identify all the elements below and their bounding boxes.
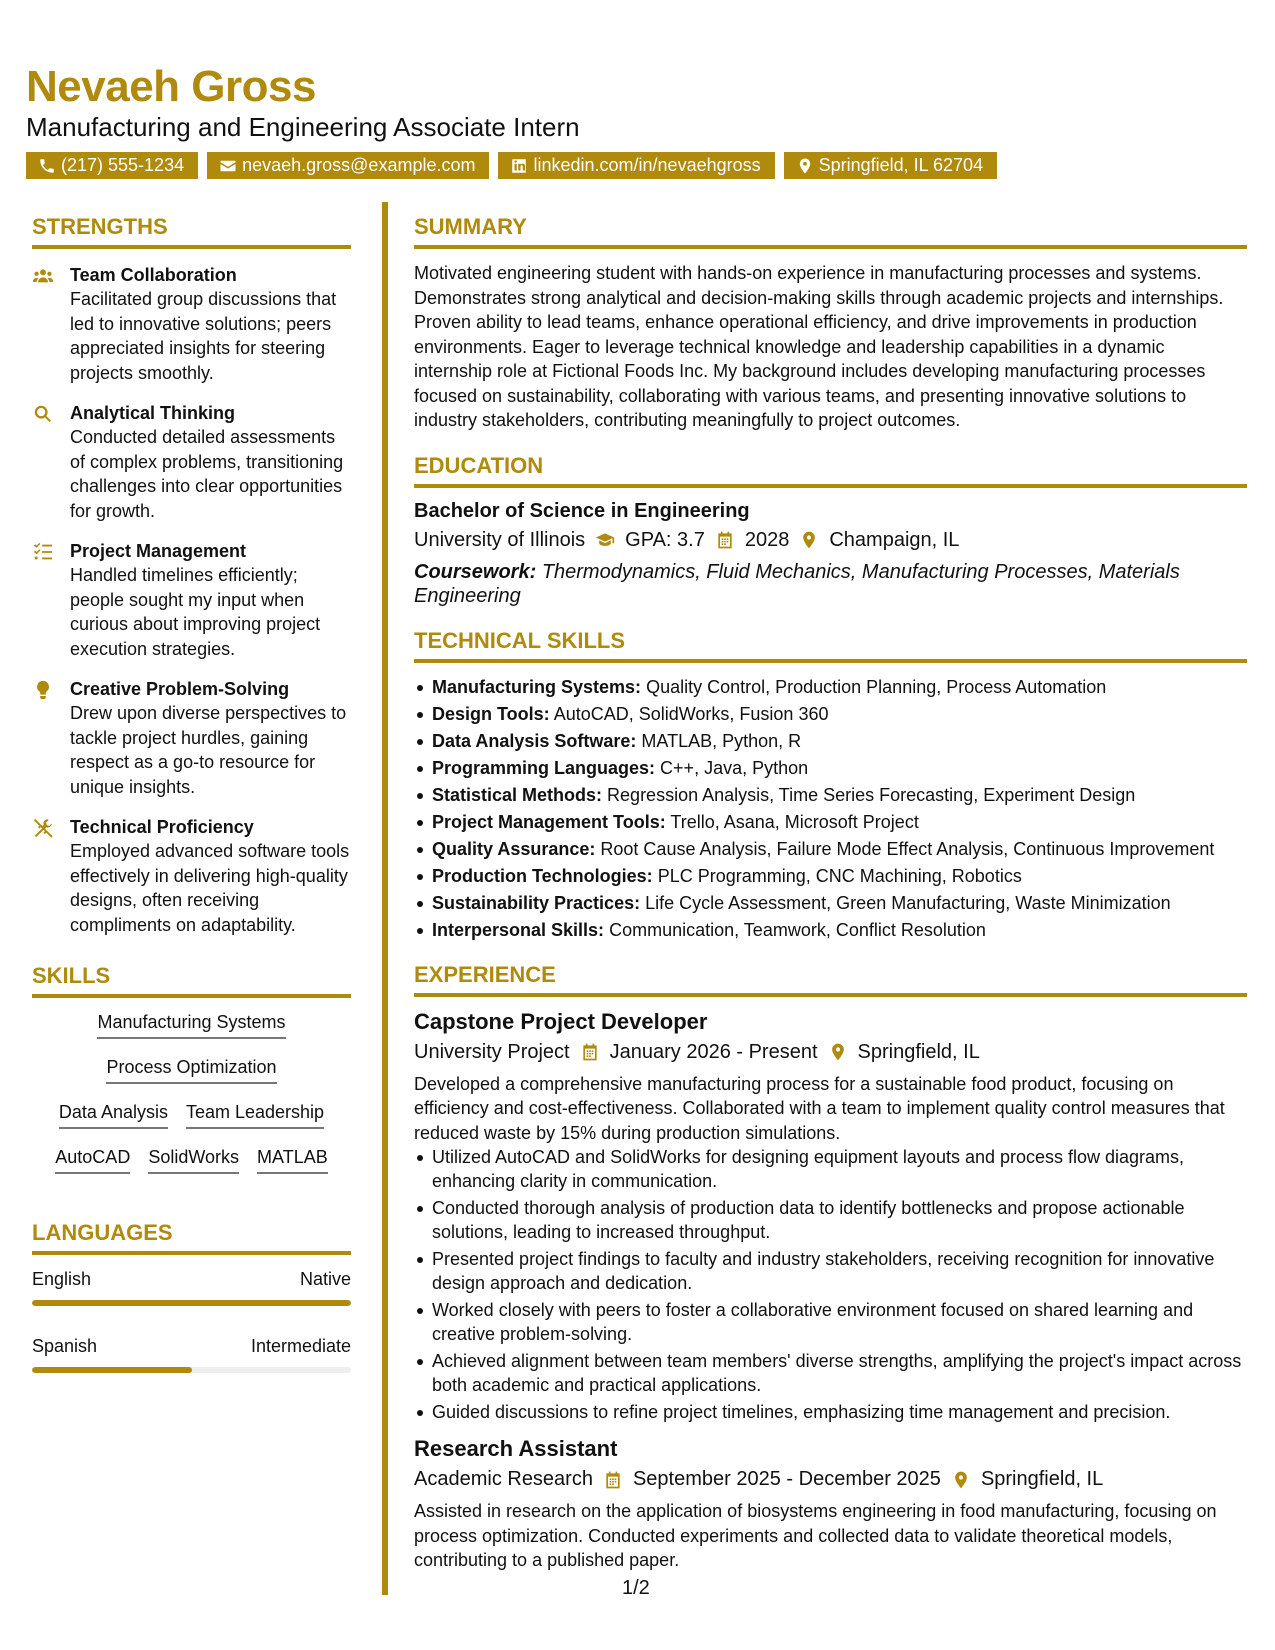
strength-item	[32, 539, 351, 661]
technical-skill-value: Communication, Teamwork, Conflict Resolution	[609, 919, 986, 940]
technical-skill-label: Manufacturing Systems:	[432, 676, 642, 697]
technical-skills-heading: TECHNICAL SKILLS	[414, 628, 1247, 663]
strength-title: Creative Problem-Solving	[70, 679, 290, 699]
technical-skill-item	[414, 783, 1247, 807]
school-name: University of Illinois	[414, 528, 586, 551]
job-bullet: Conducted thorough analysis of production data to identify bottlenecks and propose actionable solutions, leading to increased throughput.	[414, 1196, 1247, 1244]
job-entry	[414, 1009, 1247, 1425]
phone-icon	[38, 157, 56, 175]
language-level: Intermediate	[250, 1336, 351, 1356]
technical-skill-item	[414, 864, 1247, 888]
tools-icon	[32, 817, 54, 839]
skills-list	[32, 1012, 351, 1174]
technical-skill-value: MATLAB, Python, R	[641, 730, 802, 751]
technical-skill-label: Sustainability Practices:	[432, 892, 641, 913]
language-bar	[32, 1367, 351, 1373]
job-bullet: Worked closely with peers to foster a collaborative environment focused on shared learning and creative problem-solving.	[414, 1298, 1247, 1346]
technical-skill-label: Quality Assurance:	[432, 838, 596, 859]
skill-tag: MATLAB	[257, 1147, 328, 1174]
strength-desc: Facilitated group discussions that led to innovative solutions; peers appreciated insights for steering projects smoothly.	[70, 289, 337, 383]
technical-skill-value: Life Cycle Assessment, Green Manufacturing, Waste Minimization	[645, 892, 1171, 913]
summary-heading: SUMMARY	[414, 214, 1247, 249]
strengths-heading: STRENGTHS	[32, 214, 351, 249]
contact-email-text: nevaeh.gross@example.com	[242, 155, 476, 175]
skill-tag: Team Leadership	[186, 1102, 324, 1129]
candidate-name: Nevaeh Gross	[26, 62, 316, 111]
contact-bar	[26, 152, 997, 179]
strength-item	[32, 677, 351, 799]
strength-title: Project Management	[70, 541, 247, 561]
calendar-icon	[715, 530, 735, 550]
search-icon	[32, 403, 54, 425]
coursework-list: Thermodynamics, Fluid Mechanics, Manufacturing Processes, Materials Engineering	[414, 560, 1180, 607]
technical-skill-item	[414, 729, 1247, 753]
map-pin-icon	[951, 1470, 971, 1490]
skill-tag: SolidWorks	[148, 1147, 239, 1174]
technical-skill-value: Quality Control, Production Planning, Process Automation	[646, 676, 1107, 697]
technical-skill-item	[414, 675, 1247, 699]
map-pin-icon	[799, 530, 819, 550]
technical-skill-item	[414, 837, 1247, 861]
column-divider	[382, 202, 388, 1595]
skill-tag: AutoCAD	[55, 1147, 130, 1174]
job-bullet: Utilized AutoCAD and SolidWorks for designing equipment layouts and process flow diagrams, enhancing clarity in communication.	[414, 1145, 1247, 1193]
strength-title: Analytical Thinking	[70, 403, 236, 423]
job-location: Springfield, IL	[980, 1468, 1104, 1490]
grad-year: 2028	[744, 528, 790, 551]
calendar-icon	[580, 1042, 600, 1062]
strength-item	[32, 263, 351, 385]
contact-location-text: Springfield, IL 62704	[818, 155, 984, 175]
technical-skill-item	[414, 891, 1247, 915]
contact-linkedin[interactable]	[498, 152, 774, 179]
users-icon	[32, 265, 54, 287]
technical-skill-label: Design Tools:	[432, 703, 550, 724]
strength-item	[32, 401, 351, 523]
language-item	[32, 1336, 351, 1373]
strength-desc: Conducted detailed assessments of complex problems, transitioning challenges into clear opportunities for growth.	[70, 427, 344, 521]
skill-tag: Data Analysis	[59, 1102, 168, 1129]
summary-text: Motivated engineering student with hands-on experience in manufacturing processes and systems. Demonstrates strong analytical and decision-making skills through academic projects and internships. Proven ability to lead teams, enhance operational efficiency, and drive improvements in production environments. Eager to leverage technical knowledge and leadership capabilities in a dynamic internship role at Fictional Foods Inc. My background includes developing manufacturing processes focused on sustainability, collaborating with various teams, and presenting innovative solutions to industry stakeholders, contributing meaningfully to project outcomes.	[414, 263, 1224, 430]
job-location: Springfield, IL	[857, 1040, 980, 1063]
job-bullet: Achieved alignment between team members' diverse strengths, amplifying the project's impact across both academic and practical applications.	[414, 1349, 1247, 1397]
lightbulb-icon	[32, 679, 54, 701]
skills-heading: SKILLS	[32, 963, 351, 998]
map-pin-icon	[828, 1042, 848, 1062]
technical-skill-value: Root Cause Analysis, Failure Mode Effect Analysis, Continuous Improvement	[600, 838, 1215, 859]
language-name: English	[32, 1269, 92, 1289]
job-title: Capstone Project Developer	[414, 1008, 708, 1034]
strength-desc: Drew upon diverse perspectives to tackle project hurdles, gaining respect as a go-to resource for unique insights.	[70, 703, 347, 797]
strength-item	[32, 815, 351, 937]
technical-skill-label: Programming Languages:	[432, 757, 656, 778]
degree-title: Bachelor of Science in Engineering	[414, 499, 750, 522]
technical-skill-label: Statistical Methods:	[432, 784, 603, 805]
technical-skill-label: Data Analysis Software:	[432, 730, 637, 751]
coursework	[414, 560, 1247, 608]
contact-linkedin-text: linkedin.com/in/nevaehgross	[533, 155, 761, 175]
job-entry	[414, 1436, 1247, 1573]
linkedin-icon	[510, 157, 528, 175]
technical-skill-label: Interpersonal Skills:	[432, 919, 605, 940]
technical-skills-list	[414, 675, 1247, 942]
calendar-icon	[603, 1470, 623, 1490]
tasks-icon	[32, 541, 54, 563]
technical-skill-item	[414, 918, 1247, 942]
languages-heading: LANGUAGES	[32, 1220, 351, 1255]
job-org: Academic Research	[414, 1468, 593, 1490]
contact-email[interactable]	[207, 152, 489, 179]
education-heading: EDUCATION	[414, 453, 1247, 488]
school-location: Champaign, IL	[829, 528, 960, 551]
experience-heading: EXPERIENCE	[414, 962, 1247, 997]
strength-desc: Handled timelines efficiently; people sought my input when curious about improving project execution strategies.	[70, 565, 321, 659]
page-number: 1/2	[622, 1577, 650, 1599]
language-bar-fill	[32, 1367, 192, 1373]
coursework-label: Coursework:	[414, 560, 537, 583]
contact-phone[interactable]	[26, 152, 198, 179]
skill-tag: Process Optimization	[106, 1057, 276, 1084]
language-item	[32, 1269, 351, 1306]
right-column	[414, 214, 1247, 1593]
technical-skill-value: Regression Analysis, Time Series Forecasting, Experiment Design	[607, 784, 1136, 805]
contact-phone-text: (217) 555-1234	[61, 155, 185, 175]
graduation-cap-icon	[595, 530, 615, 550]
technical-skill-item	[414, 756, 1247, 780]
gpa: GPA: 3.7	[625, 528, 705, 551]
envelope-icon	[219, 157, 237, 175]
technical-skill-value: Trello, Asana, Microsoft Project	[670, 811, 919, 832]
language-level: Native	[299, 1269, 351, 1289]
skill-tag: Manufacturing Systems	[97, 1012, 285, 1039]
candidate-role: Manufacturing and Engineering Associate Intern	[26, 112, 580, 142]
job-bullet: Presented project findings to faculty and industry stakeholders, receiving recognition for innovative design approach and dedication.	[414, 1247, 1247, 1295]
strength-desc: Employed advanced software tools effectively in delivering high-quality designs, often receiving compliments on adaptability.	[70, 841, 350, 935]
contact-location[interactable]	[784, 152, 997, 179]
technical-skill-value: AutoCAD, SolidWorks, Fusion 360	[553, 703, 829, 724]
language-bar-fill	[32, 1300, 351, 1306]
technical-skill-label: Project Management Tools:	[432, 811, 666, 832]
technical-skill-value: PLC Programming, CNC Machining, Robotics	[657, 865, 1022, 886]
strength-title: Technical Proficiency	[70, 817, 254, 837]
technical-skill-item	[414, 702, 1247, 726]
job-description: Assisted in research on the application of biosystems engineering in food manufacturing, focusing on process optimization. Conducted experiments and collected data to validate theoretical models, contributing to a published paper.	[414, 1501, 1217, 1570]
job-bullet: Guided discussions to refine project timelines, emphasizing time management and precision.	[414, 1400, 1247, 1424]
strength-title: Team Collaboration	[70, 265, 237, 285]
technical-skill-label: Production Technologies:	[432, 865, 653, 886]
job-bullets	[414, 1145, 1247, 1424]
education-entry	[414, 500, 1247, 608]
map-pin-icon	[796, 157, 814, 175]
job-dates: January 2026 - Present	[609, 1040, 818, 1063]
technical-skill-item	[414, 810, 1247, 834]
technical-skill-value: C++, Java, Python	[660, 757, 809, 778]
job-description: Developed a comprehensive manufacturing process for a sustainable food product, focusing on efficiency and cost-effectiveness. Collaborated with a team to implement quality control measures that reduced waste by 15% during production simulations.	[414, 1073, 1225, 1143]
job-org: University Project	[414, 1040, 570, 1063]
job-title: Research Assistant	[414, 1436, 618, 1461]
language-name: Spanish	[32, 1336, 98, 1356]
job-dates: September 2025 - December 2025	[632, 1468, 941, 1490]
left-column	[32, 214, 351, 1395]
language-bar	[32, 1300, 351, 1306]
